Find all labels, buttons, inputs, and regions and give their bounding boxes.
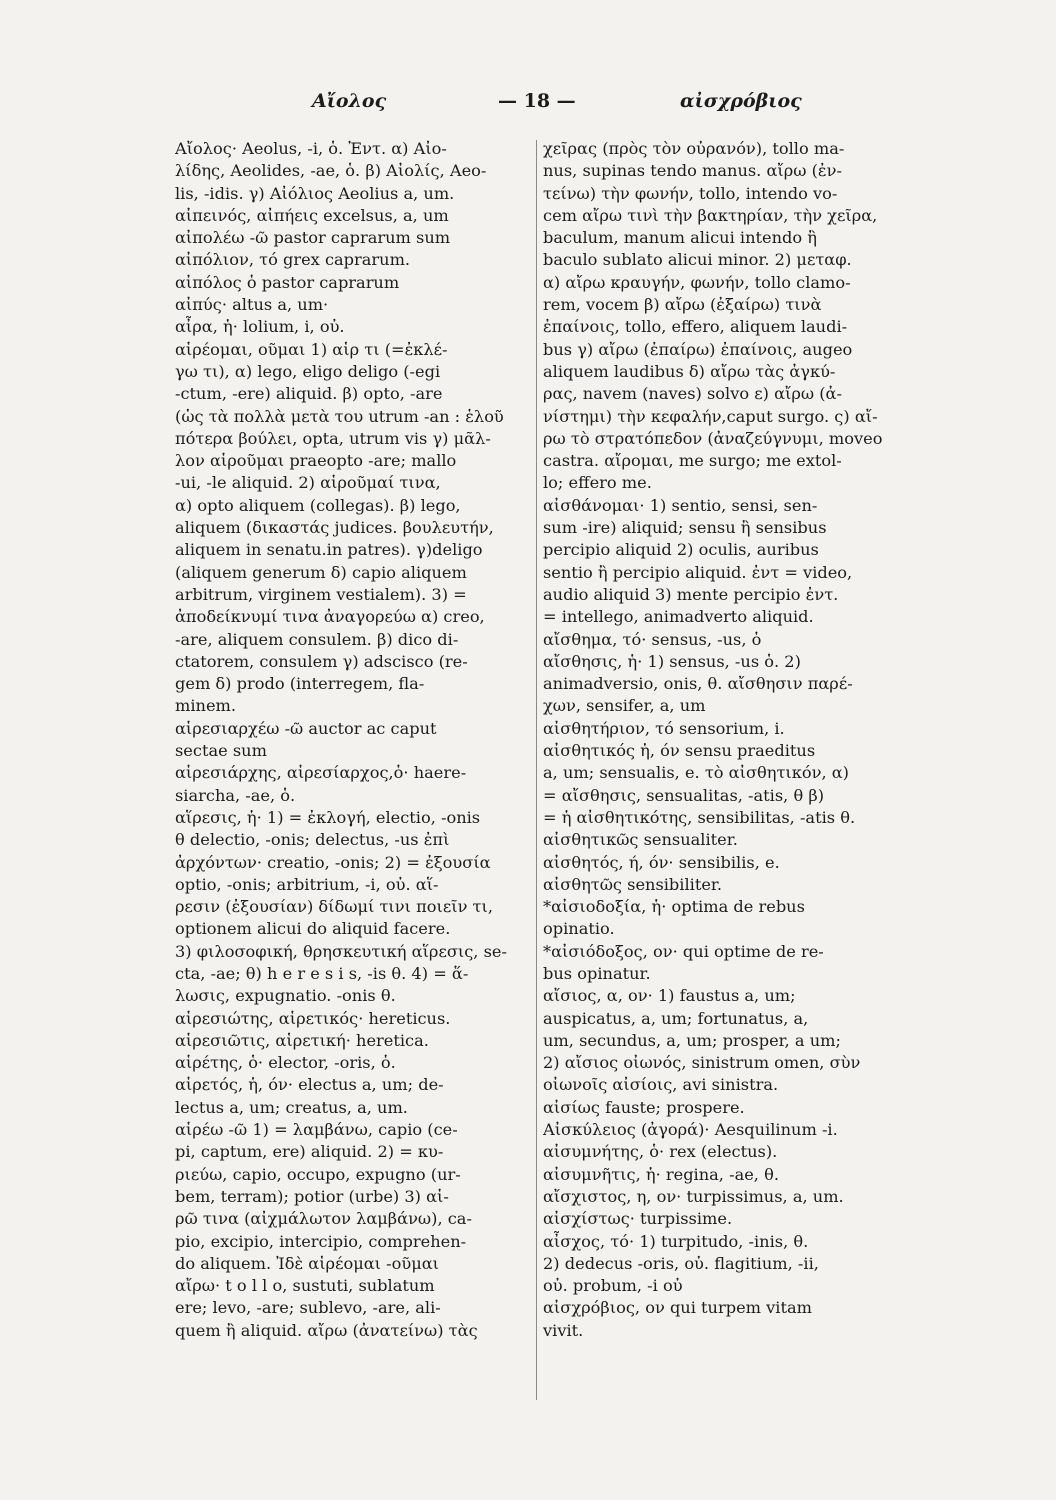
entry-line: αἰσθητήριον, τό sensorium, i.: [543, 718, 785, 738]
entry-line: lectus a, um; creatus, a, um.: [175, 1097, 408, 1117]
entry-line: αἰσχίστως· turpissime.: [543, 1209, 733, 1229]
entry-line: ἐπαίνοις, tollo, effero, aliquem laudi-: [543, 317, 848, 337]
entry-line: (aliquem generum δ) capio aliquem: [175, 562, 467, 582]
entry-line: (ὡς τὰ πολλὰ μετὰ του utrum -an : ἑλοῦ: [175, 406, 504, 426]
entry-line: αἰπεινός, αἰπήεις excelsus, a, um: [175, 205, 449, 225]
entry-line: αἰσθητῶς sensibiliter.: [543, 874, 723, 894]
entry-line: αἱρεσιώτης, αἱρετικός· hereticus.: [175, 1008, 451, 1028]
entry-line: -ctum, -ere) aliquid. β) opto, -are: [175, 384, 443, 404]
entry-line: αἰπύς· altus a, um·: [175, 295, 329, 315]
entry-line: baculo sublato alicui minor. 2) μεταφ.: [543, 250, 852, 270]
entry-line: ριεύω, capio, occupo, expugno (ur-: [175, 1164, 461, 1184]
entry-line: aliquem in senatu.in patres). γ)deligo: [175, 540, 483, 560]
entry-line: χων, sensifer, a, um: [543, 696, 706, 716]
entry-line: αἱρέτης, ὁ· elector, -oris, ὁ.: [175, 1053, 396, 1073]
page-number: — 18 —: [498, 90, 576, 112]
entry-line: αἱρεσιάρχης, αἱρεσίαρχος,ὁ· haere-: [175, 763, 467, 783]
entry-line: cem αἴρω τινὶ τὴν βακτηρίαν, τὴν χεῖρα,: [543, 205, 878, 225]
entry-line: opinatio.: [543, 919, 615, 939]
entry-line: quem ἢ aliquid. αἴρω (ἀνατείνω) τὰς: [175, 1320, 478, 1340]
entry-line: lis, -idis. γ) Αἰόλιος Aeolius a, um.: [175, 183, 455, 203]
entry-line: α) opto aliquem (collegas). β) lego,: [175, 495, 461, 515]
entry-line: θ delectio, -onis; delectus, -us ἐπὶ: [175, 830, 450, 850]
entry-line: ρας, navem (naves) solvo ε) αἴρω (ἀ-: [543, 384, 842, 404]
entry-line: sum -ire) aliquid; sensu ἢ sensibus: [543, 518, 827, 538]
entry-line: αἴρω· t o l l o, sustuti, sublatum: [175, 1276, 435, 1296]
entry-line: αἰσυμνῆτις, ἡ· regina, -ae, θ.: [543, 1164, 779, 1184]
entry-line: 3) φιλοσοφική, θρησκευτική αἵρεσις, se-: [175, 941, 507, 961]
entry-line: cta, -ae; θ) h e r e s i s, -is θ. 4) = ἅ-: [175, 963, 469, 983]
entry-line: siarcha, -ae, ὁ.: [175, 785, 296, 805]
entry-line: aliquem laudibus δ) αἴρω τὰς ἀγκύ-: [543, 361, 836, 381]
entry-line: αἰπολέω -ῶ pastor caprarum sum: [175, 228, 451, 248]
entry-line: πότερα βούλει, opta, utrum vis γ) μᾶλ-: [175, 428, 491, 448]
entry-line: ρῶ τινα (αἰχμάλωτον λαμβάνω), ca-: [175, 1209, 472, 1229]
entry-line: αἴσιος, α, ον· 1) faustus a, um;: [543, 986, 796, 1006]
entry-line: nus, supinas tendo manus. αἴρω (ἐν-: [543, 161, 842, 181]
entry-line: ctatorem, consulem γ) adscisco (re-: [175, 651, 468, 671]
header-last-entry: αἰσχρόβιος: [680, 90, 802, 112]
entry-line: αἱρετός, ἡ, όν· electus a, um; de-: [175, 1075, 444, 1095]
entry-line: gem δ) prodo (interregem, fla-: [175, 674, 425, 694]
entry-line: = αἴσθησις, sensualitas, -atis, θ β): [543, 785, 825, 805]
entry-line: γω τι), α) lego, eligo deligo (-egi: [175, 361, 441, 381]
entry-line: castra. αἴρομαι, me surgo; me extol-: [543, 451, 842, 471]
entry-line: audio aliquid 3) mente percipio ἐντ.: [543, 584, 839, 604]
entry-line: αἴσθημα, τό· sensus, -us, ὁ: [543, 629, 762, 649]
entry-line: pio, excipio, intercipio, comprehen-: [175, 1231, 467, 1251]
header-first-entry: Αἴολος: [312, 90, 387, 112]
entry-line: ere; levo, -are; sublevo, -are, ali-: [175, 1298, 441, 1318]
entry-line: 2) dedecus -oris, οὐ. flagitium, -ii,: [543, 1253, 819, 1273]
entry-line: αἰπόλιον, τό grex caprarum.: [175, 250, 411, 270]
entry-line: ἀποδείκνυμί τινα ἀναγορεύω α) creo,: [175, 607, 485, 627]
entry-line: Αἴολος· Aeolus, -i, ὁ. Ἐντ. α) Αἰο-: [175, 139, 447, 158]
entry-line: minem.: [175, 696, 237, 716]
entry-line: τείνω) τὴν φωνήν, tollo, intendo vo-: [543, 183, 838, 203]
entry-line: αἴσχιστος, η, ον· turpissimus, a, um.: [543, 1186, 844, 1206]
entry-line: = ἡ αἰσθητικότης, sensibilitas, -atis θ.: [543, 807, 856, 827]
entry-line: αἴσθησις, ἡ· 1) sensus, -us ὁ. 2): [543, 651, 801, 671]
entry-line: *αἰσιοδοξία, ἡ· optima de rebus: [543, 897, 805, 917]
entry-line: αἶσχος, τό· 1) turpitudo, -inis, θ.: [543, 1231, 809, 1251]
entry-line: αἰσίως fauste; prospere.: [543, 1097, 745, 1117]
entry-line: αἰσθητικός ἡ, όν sensu praeditus: [543, 741, 816, 761]
entry-line: lo; effero me.: [543, 473, 652, 493]
entry-line: ἀρχόντων· creatio, -onis; 2) = ἐξουσία: [175, 852, 491, 872]
entry-line: percipio aliquid 2) oculis, auribus: [543, 540, 819, 560]
entry-line: αἰσθητός, ή, όν· sensibilis, e.: [543, 852, 780, 872]
entry-line: οὐ. probum, -i οὐ: [543, 1276, 683, 1296]
entry-line: vivit.: [543, 1320, 584, 1340]
entry-line: rem, vocem β) αἴρω (ἐξαίρω) τινὰ: [543, 295, 822, 315]
entry-line: auspicatus, a, um; fortunatus, a,: [543, 1008, 809, 1028]
page-header: [0, 90, 1056, 126]
entry-line: λίδης, Aeolides, -ae, ὁ. β) Αἰολίς, Aeo-: [175, 161, 487, 181]
entry-line: bus opinatur.: [543, 963, 651, 983]
entry-line: α) αἴρω κραυγήν, φωνήν, tollo clamo-: [543, 272, 851, 292]
entry-line: a, um; sensualis, e. τὸ αἰσθητικόν, α): [543, 763, 849, 783]
entry-line: baculum, manum alicui intendo ἢ: [543, 228, 817, 248]
entry-line: arbitrum, virginem vestialem). 3) =: [175, 584, 467, 604]
entry-line: Αἰσκύλειος (ἀγορά)· Aesquilinum -i.: [543, 1120, 838, 1140]
entry-line: αἶρα, ἡ· lolium, i, οὐ.: [175, 317, 345, 337]
entry-line: αἰσυμνήτης, ὁ· rex (electus).: [543, 1142, 778, 1162]
entry-line: pi, captum, ere) aliquid. 2) = κυ-: [175, 1142, 444, 1162]
entry-line: αἱρέομαι, οῦμαι 1) αἱρ τι (=ἐκλέ-: [175, 339, 448, 359]
entry-line: αἰσθητικῶς sensualiter.: [543, 830, 738, 850]
entry-line: οἰωνοῖς αἰσίοις, avi sinistra.: [543, 1075, 779, 1095]
entry-line: ρω τὸ στρατόπεδον (ἀναζεύγνυμι, moveo: [543, 428, 883, 448]
entry-line: -ui, -le aliquid. 2) αἱροῦμαί τινα,: [175, 473, 441, 493]
entry-line: 2) αἴσιος οἰωνός, sinistrum omen, σὺν: [543, 1053, 861, 1073]
entry-line: αἱρεσιῶτις, αἱρετική· heretica.: [175, 1030, 429, 1050]
column-divider: [536, 140, 537, 1400]
entry-line: do aliquem. Ἰδὲ αἱρέομαι -οῦμαι: [175, 1253, 440, 1273]
entry-line: νίστημι) τὴν κεφαλήν,caput surgo. ς) αἴ-: [543, 406, 878, 426]
entry-line: optionem alicui do aliquid facere.: [175, 919, 451, 939]
entry-line: αἵρεσις, ἡ· 1) = ἐκλογή, electio, -onis: [175, 807, 481, 827]
entry-line: αἰσθάνομαι· 1) sentio, sensi, sen-: [543, 495, 818, 515]
entry-line: λωσις, expugnatio. -onis θ.: [175, 986, 396, 1006]
entry-line: αἰπόλος ὁ pastor caprarum: [175, 272, 400, 292]
entry-line: aliquem (δικαστάς judices. βουλευτήν,: [175, 518, 494, 538]
entry-line: bus γ) αἴρω (ἐπαίρω) ἐπαίνοις, augeo: [543, 339, 853, 359]
entry-line: = intellego, animadverto aliquid.: [543, 607, 814, 627]
entry-line: animadversio, onis, θ. αἴσθησιν παρέ-: [543, 674, 853, 694]
entry-line: αἰσχρόβιος, ον qui turpem vitam: [543, 1298, 812, 1318]
entry-line: αἱρεσιαρχέω -ῶ auctor ac caput: [175, 718, 437, 738]
entry-line: bem, terram); potior (urbe) 3) αἱ-: [175, 1186, 449, 1206]
right-column: [543, 138, 899, 1342]
entry-line: sectae sum: [175, 741, 267, 761]
entry-line: αἱρέω -ῶ 1) = λαμβάνω, capio (ce-: [175, 1120, 458, 1140]
entry-line: optio, -onis; arbitrium, -i, οὐ. αἵ-: [175, 874, 439, 894]
left-column: [175, 138, 531, 1342]
entry-line: ρεσιν (ἐξουσίαν) δίδωμί τινι ποιεῖν τι,: [175, 897, 494, 917]
entry-line: χεῖρας (πρὸς τὸν οὐρανόν), tollo ma-: [543, 139, 845, 158]
entry-line: -are, aliquem consulem. β) dico di-: [175, 629, 459, 649]
entry-line: *αἰσιόδοξος, ον· qui optime de re-: [543, 941, 824, 961]
entry-line: λον αἱροῦμαι praeopto -are; mallo: [175, 451, 457, 471]
entry-line: sentio ἢ percipio aliquid. ἐντ = video,: [543, 562, 853, 582]
entry-line: um, secundus, a, um; prosper, a um;: [543, 1030, 841, 1050]
